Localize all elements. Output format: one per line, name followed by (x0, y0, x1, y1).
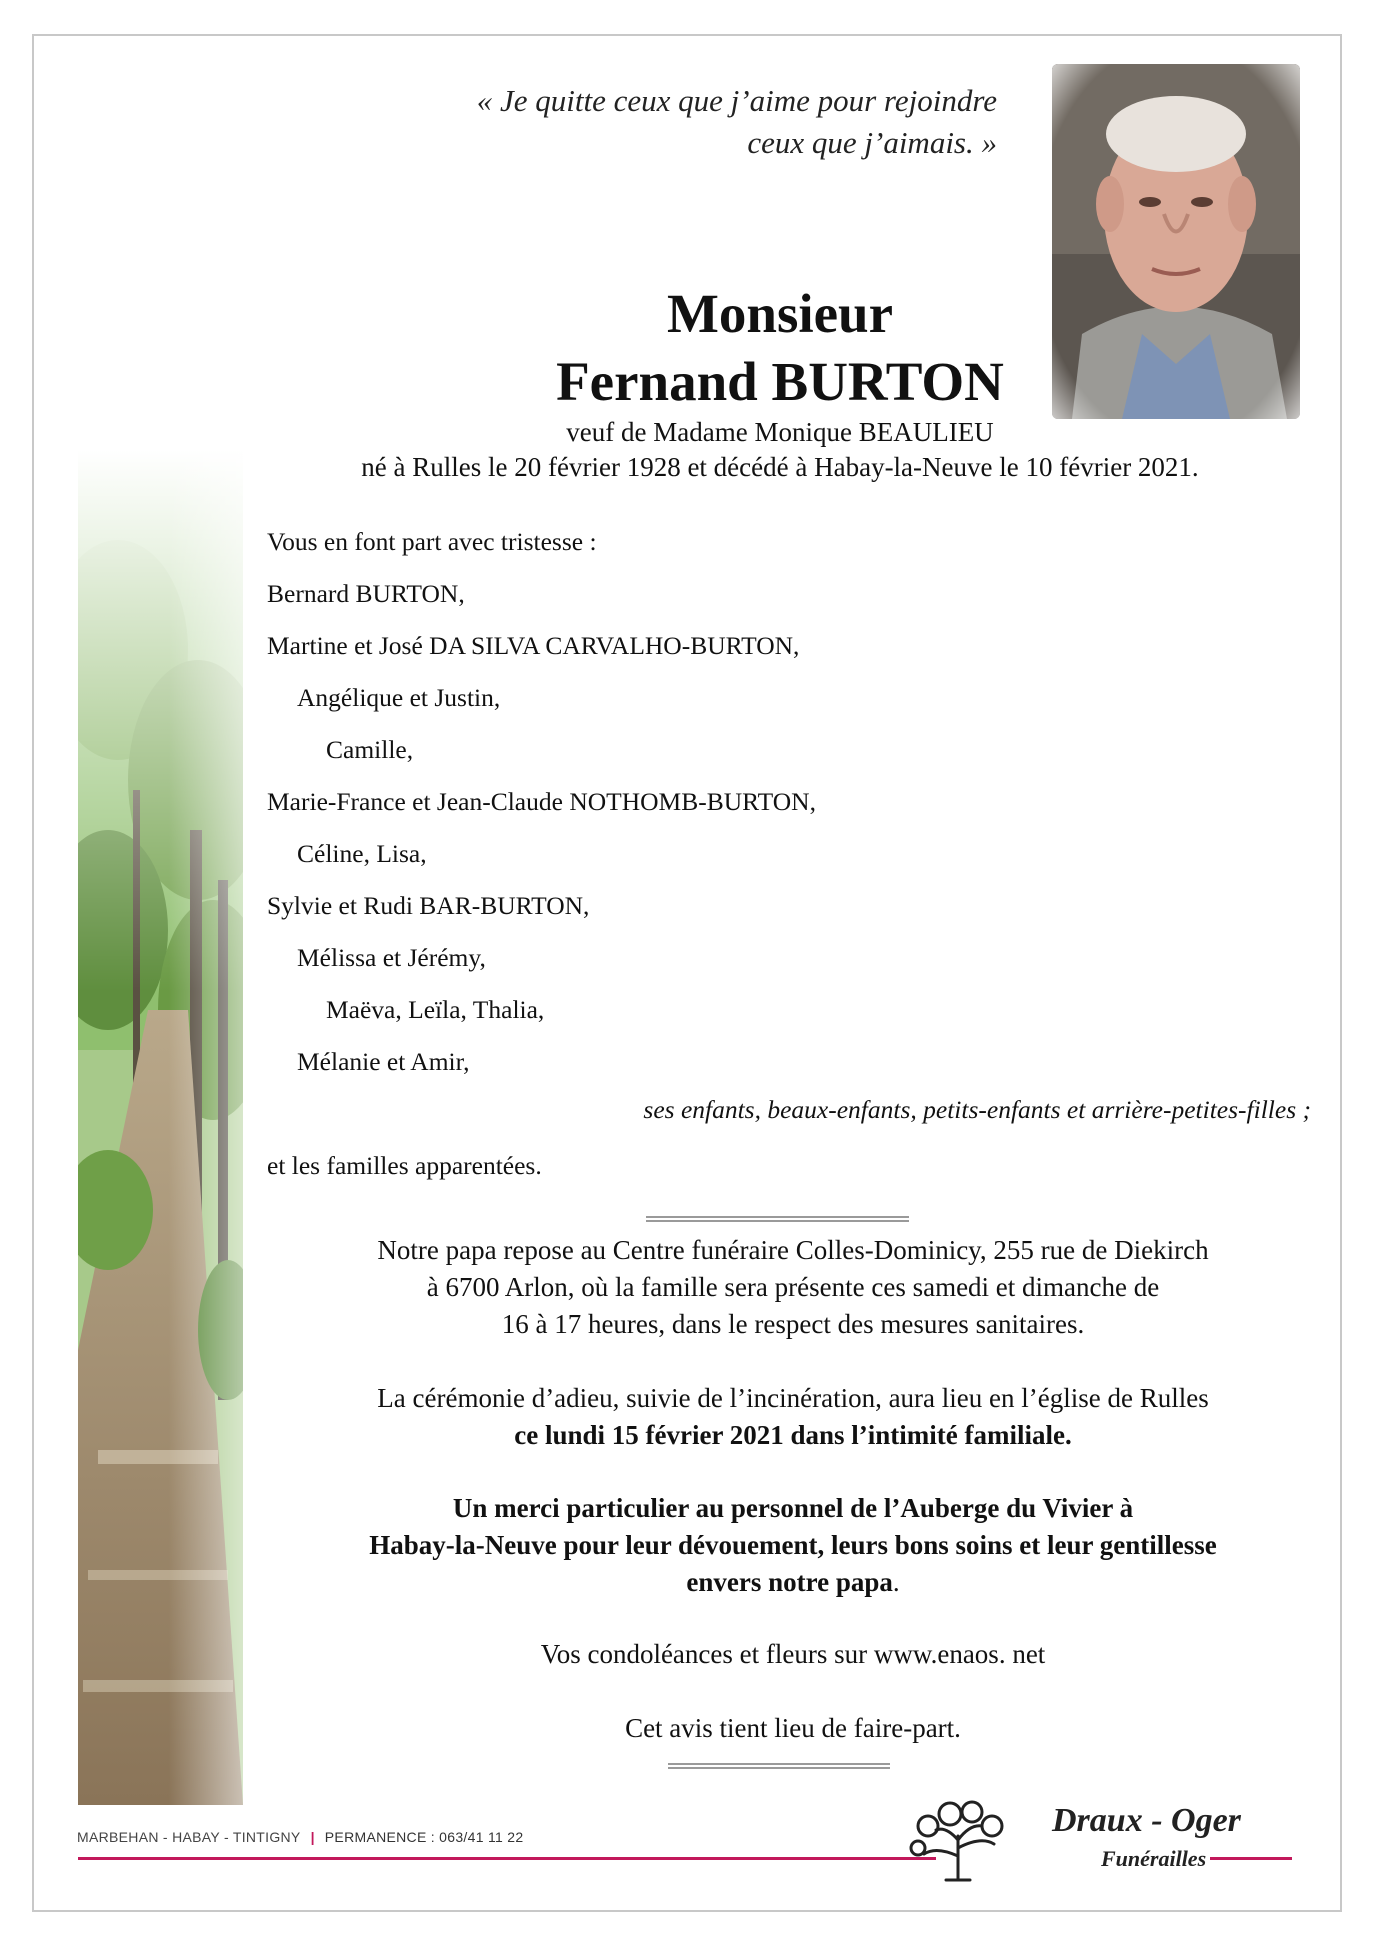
footer-locations: MARBEHAN - HABAY - TINTIGNY (77, 1829, 301, 1845)
deceased-title: Monsieur (666, 283, 894, 344)
thanks-line-1: Un merci particulier au personnel de l’Auberge du Vivier à (452, 1493, 1134, 1523)
family-relation: ses enfants, beaux-enfants, petits-enfants et arrière-petites-filles ; (643, 1095, 1311, 1124)
thanks-info (248, 1490, 1338, 1601)
family-closing: et les familles apparentées. (267, 1151, 542, 1180)
family-member: Maëva, Leïla, Thalia, (326, 995, 545, 1024)
condolences-line: Vos condoléances et fleurs sur www.enaos. net (540, 1639, 1046, 1669)
thanks-line-2: Habay-la-Neuve pour leur dévouement, leurs bons soins et leur gentillesse (369, 1530, 1217, 1560)
forest-path-image (78, 450, 243, 1805)
family-member: Angélique et Justin, (297, 683, 501, 712)
footer-permanence: PERMANENCE : 063/41 11 22 (324, 1829, 524, 1845)
rest-line-3: 16 à 17 heures, dans le respect des mesures sanitaires. (501, 1309, 1085, 1339)
quote-line-2: ceux que j’aimais. » (747, 125, 997, 160)
tree-logo-icon (906, 1796, 1010, 1882)
widower-line: veuf de Madame Monique BEAULIEU (566, 417, 994, 447)
deceased-name: Fernand BURTON (556, 351, 1004, 412)
rest-line-1: Notre papa repose au Centre funéraire Colles-Dominicy, 255 rue de Diekirch (377, 1235, 1209, 1265)
ceremony-line-2: ce lundi 15 février 2021 dans l’intimité familiale. (514, 1420, 1072, 1450)
epitaph-quote (297, 80, 997, 164)
brand-subtitle: Funérailles (1097, 1846, 1210, 1872)
brand-name: Draux - Oger (1052, 1802, 1241, 1839)
footer-contact (77, 1829, 523, 1845)
birth-death-line: né à Rulles le 20 février 1928 et décédé à Habay-la-Neuve le 10 février 2021. (361, 452, 1199, 482)
thanks-line-3-text: envers notre papa (686, 1567, 893, 1597)
thanks-line-3-period: . (892, 1567, 900, 1597)
notice-line: Cet avis tient lieu de faire-part. (625, 1713, 961, 1743)
divider-bottom (668, 1763, 890, 1769)
ceremony-line-1: La cérémonie d’adieu, suivie de l’incinération, aura lieu en l’église de Rulles (377, 1383, 1209, 1413)
footer-separator: | (310, 1829, 315, 1845)
ceremony-info (248, 1380, 1338, 1454)
family-member: Bernard BURTON, (267, 579, 465, 608)
rest-line-2: à 6700 Arlon, où la famille sera présente ces samedi et dimanche de (426, 1272, 1160, 1302)
divider-top (646, 1216, 909, 1222)
family-member: Céline, Lisa, (297, 839, 427, 868)
thanks-line-3 (248, 1564, 1338, 1601)
family-member: Marie-France et Jean-Claude NOTHOMB-BURTON, (267, 787, 816, 816)
quote-line-1: « Je quitte ceux que j’aime pour rejoindre (476, 83, 997, 118)
family-intro: Vous en font part avec tristesse : (267, 527, 597, 556)
family-member: Camille, (326, 735, 414, 764)
rest-info (248, 1232, 1338, 1343)
footer-accent-line (78, 1857, 936, 1860)
family-member: Sylvie et Rudi BAR-BURTON, (267, 891, 590, 920)
family-member: Mélanie et Amir, (297, 1047, 470, 1076)
family-member: Martine et José DA SILVA CARVALHO-BURTON, (267, 631, 800, 660)
family-member: Mélissa et Jérémy, (297, 943, 486, 972)
